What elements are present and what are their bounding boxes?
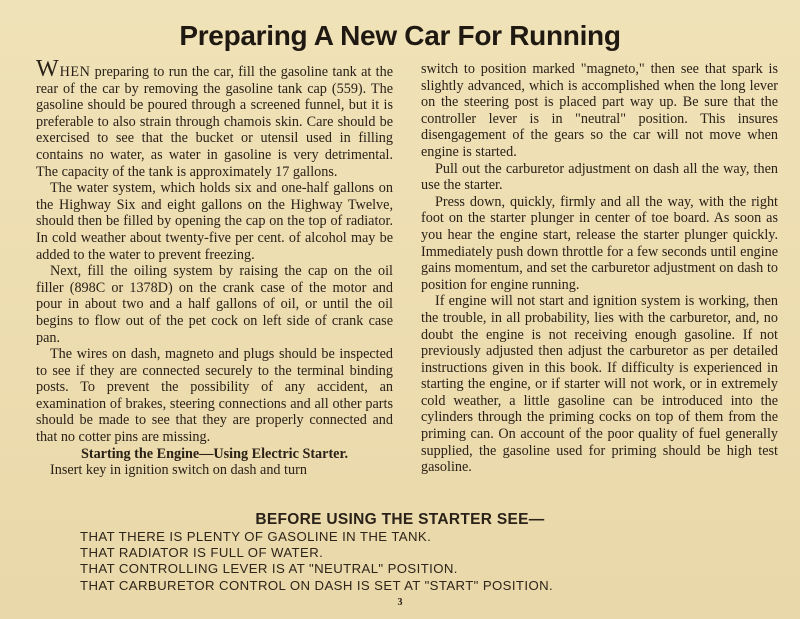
left-column <box>36 56 393 479</box>
magneto-paragraph: switch to position marked "magneto," then see that spark is slightly advanced, which is accomplished when the long lever on the steering post is placed part way up. Be sure that the controller lever is in "neutral" position. This insures disengagement of the gears so the car will not move when engine is started. <box>421 61 778 160</box>
page-number: 3 <box>397 597 403 608</box>
starter-checklist-title: BEFORE USING THE STARTER SEE— <box>255 511 545 528</box>
intro-paragraph-text: preparing to run the car, fill the gasoline tank at the rear of the car by removing the gasoline tank cap (559). The gasoline should be poured through a screened funnel, but it is preferable to also strain through chamois skin. Care should be exercised to see that the bucket or utensil used in filling contains no water, as water in gasoline is very detrimental. The capacity of the tank is approximately 17 gallons. <box>36 64 393 180</box>
right-column <box>421 61 778 476</box>
carburetor-pull-paragraph: Pull out the carburetor adjustment on dash all the way, then use the starter. <box>421 160 778 194</box>
wires-inspection-paragraph: The wires on dash, magneto and plugs should be inspected to see if they are connected securely to the terminal binding posts. To prevent the possibility of any accident, an examination of brakes, steering connections and all other parts should be made to see that they are properly connected and that no cotter pins are missing. <box>36 346 393 446</box>
section-subheading: Starting the Engine—Using Electric Starter. <box>80 445 349 462</box>
page-title: Preparing A New Car For Running <box>179 20 621 51</box>
starter-checklist <box>80 529 760 594</box>
ignition-key-paragraph: Insert key in ignition switch on dash and turn <box>50 462 307 479</box>
troubleshooting-paragraph: If engine will not start and ignition system is working, then the trouble, in all probability, lies with the carburetor, and, no doubt the engine is not receiving enough gasoline. If not previously adjusted then adjust the carburetor as per detailed instructions given in this book. If difficulty is experienced in starting the engine, or if starter will not work, or in extremely cold weather, a little gasoline can be introduced into the cylinders through the priming cocks on top of them from the priming can. On account of the poor quality of fuel generally supplied, the gasoline used for priming should be high test gasoline. <box>421 293 778 476</box>
checklist-item: THAT CARBURETOR CONTROL ON DASH IS SET AT "START" POSITION. <box>80 577 554 593</box>
intro-paragraph <box>36 56 393 180</box>
oiling-system-paragraph: Next, fill the oiling system by raising the cap on the oil filler (898C or 1378D) on the crank case of the motor and pour in about two and a half gallons of oil, or until the oil begins to flow out of the pet cock on left side of crank case pan. <box>36 263 393 346</box>
drop-cap-rest: HEN <box>59 64 91 80</box>
checklist-item: THAT RADIATOR IS FULL OF WATER. <box>80 545 324 561</box>
starter-plunger-paragraph: Press down, quickly, firmly and all the way, with the right foot on the starter plunger in center of toe board. As soon as you hear the engine start, release the starter plunger quickly. Immediately push down throttle for a few seconds until engine gains momentum, and set the carburetor adjustment on dash to position for engine running. <box>421 193 778 293</box>
drop-cap-letter: W <box>36 56 60 82</box>
checklist-item: THAT CONTROLLING LEVER IS AT "NEUTRAL" POSITION. <box>80 561 458 577</box>
water-system-paragraph: The water system, which holds six and one-half gallons on the Highway Six and eight gallons on the Highway Twelve, should then be filled by opening the cap on the top of radiator. In cold weather about twenty-five per cent. of alcohol may be added to the water to prevent freezing. <box>36 180 393 263</box>
checklist-item: THAT THERE IS PLENTY OF GASOLINE IN THE TANK. <box>80 529 432 544</box>
